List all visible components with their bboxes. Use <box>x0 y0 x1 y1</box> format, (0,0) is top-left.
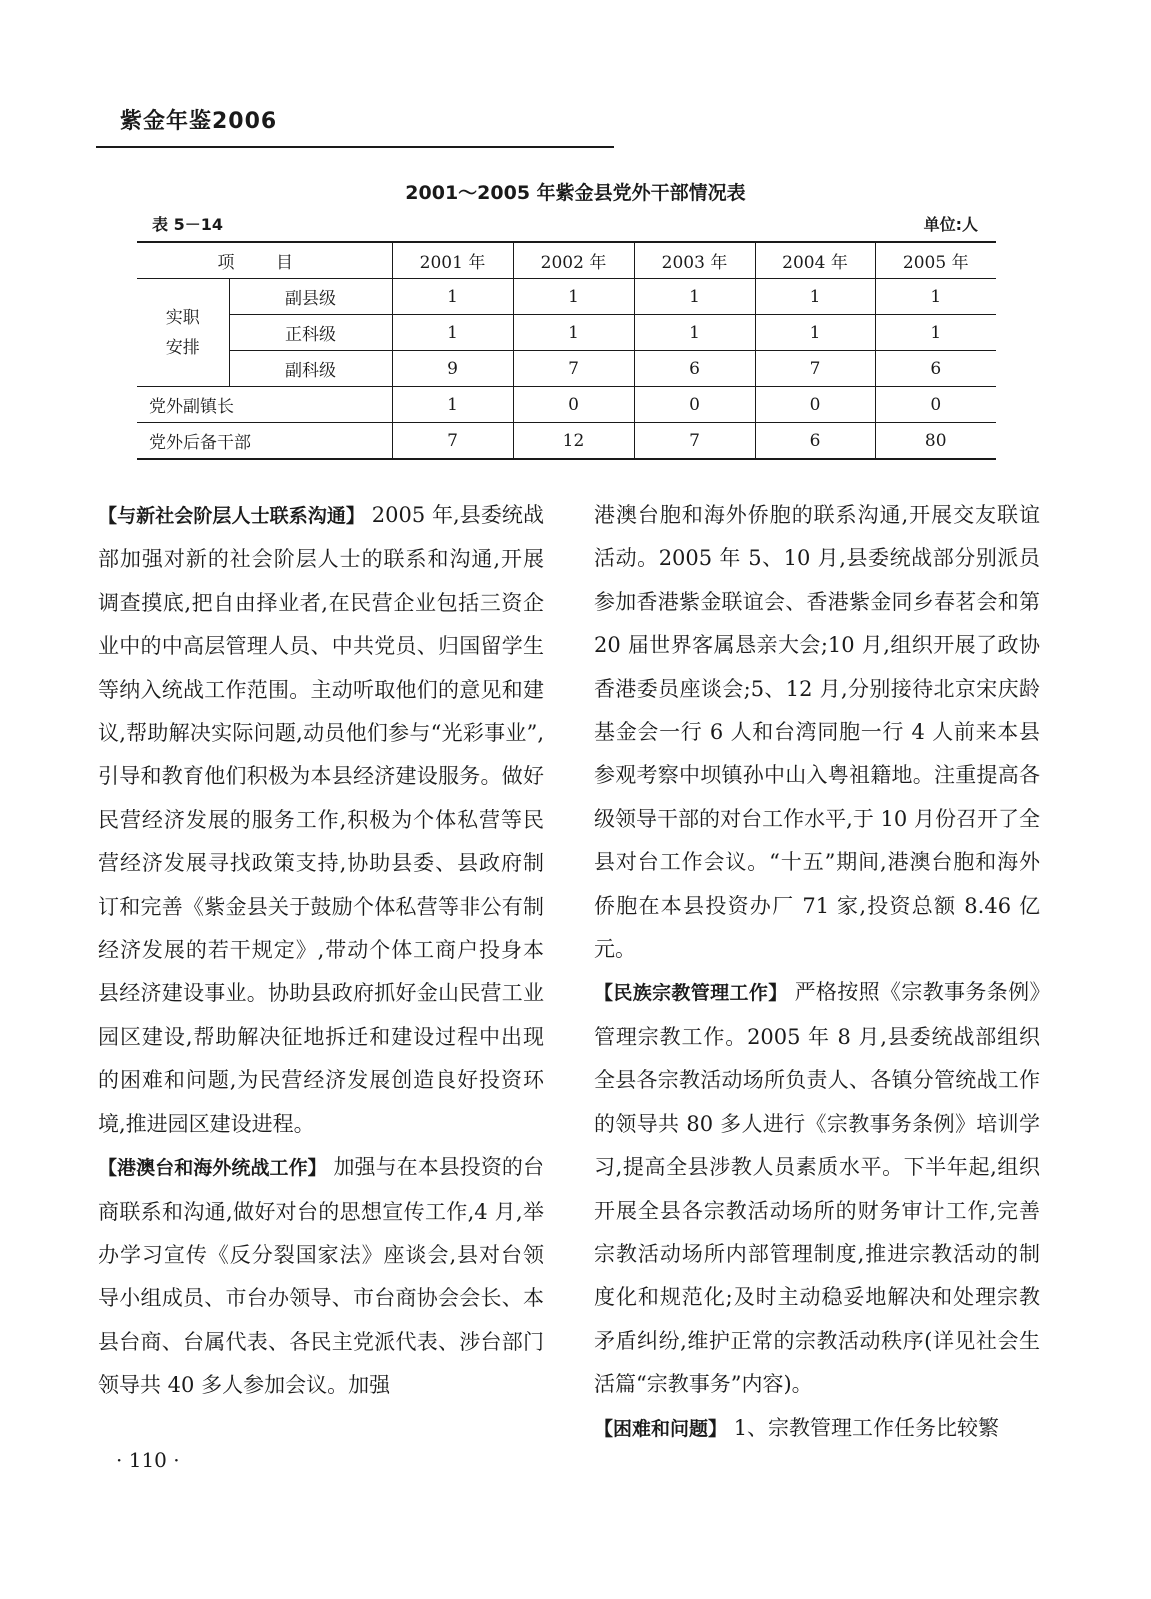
table-cell: 9 <box>392 351 513 387</box>
group-label-line: 安排 <box>165 337 200 358</box>
table-cell: 1 <box>634 315 755 351</box>
header-year: 2004 年 <box>755 242 875 279</box>
page-number: · 110 · <box>116 1448 180 1472</box>
table-cell: 1 <box>513 279 634 315</box>
row-label: 党外副镇长 <box>137 387 392 423</box>
table-cell: 7 <box>392 423 513 460</box>
section-heading: 【与新社会阶层人士联系沟通】 <box>98 505 366 527</box>
table-cell: 0 <box>634 387 755 423</box>
section-body: 加强与在本县投资的台商联系和沟通,做好对台的思想宣传工作,4 月,举办学习宣传《反分裂国家法》座谈会,县对台领导小组成员、市台办领导、市台商协会会长、本县台商、台属代表、各民主党派代表、涉台部门领导共 40 多人参加会议。加强 <box>98 1155 544 1398</box>
section-heading: 【港澳台和海外统战工作】 <box>98 1157 327 1180</box>
paragraph <box>98 494 544 1146</box>
paragraph <box>594 971 1040 1406</box>
running-head: 紫金年鉴2006 <box>120 109 278 134</box>
table-cell: 1 <box>392 387 513 423</box>
table-cell: 1 <box>392 315 513 351</box>
table-row <box>137 279 996 315</box>
paragraph <box>594 1407 1040 1451</box>
group-label <box>137 279 229 387</box>
header-year: 2001 年 <box>392 242 513 279</box>
table-row <box>137 351 996 387</box>
right-column <box>594 494 1040 1451</box>
table-cell: 1 <box>755 315 875 351</box>
table-cell: 6 <box>755 423 875 460</box>
header-rule <box>96 146 614 148</box>
row-label: 党外后备干部 <box>137 423 392 460</box>
header-year: 2005 年 <box>875 242 996 279</box>
table-cell: 6 <box>634 351 755 387</box>
section-body: 港澳台胞和海外侨胞的联系沟通,开展交友联谊活动。2005 年 5、10 月,县委统战部分别派员参加香港紫金联谊会、香港紫金同乡春茗会和第 20 届世界客属恳亲大会;10 月,组织开展了政协香港委员座谈会;5、12 月,分别接待北京宋庆龄基金会一行 6 人和台湾同胞一行 4 人前来本县参观考察中坝镇孙中山入粤祖籍地。注重提高各级领导干部的对台工作水平,于 10 月份召开了全县对台工作会议。“十五”期间,港澳台胞和海外侨胞在本县投资办厂 71 家,投资总额 8.46 亿元。 <box>594 503 1040 962</box>
table-cell: 1 <box>513 315 634 351</box>
table-cell: 1 <box>875 279 996 315</box>
table-cell: 12 <box>513 423 634 460</box>
table-header-row <box>137 242 996 279</box>
table-cell: 0 <box>875 387 996 423</box>
row-label: 副科级 <box>229 351 392 387</box>
header-item: 项 目 <box>137 242 392 279</box>
table-number: 表 5－14 <box>152 215 223 234</box>
table-cell: 7 <box>755 351 875 387</box>
section-body: 1、宗教管理工作任务比较繁 <box>727 1415 1000 1440</box>
table-row <box>137 423 996 460</box>
header-year: 2002 年 <box>513 242 634 279</box>
section-heading: 【民族宗教管理工作】 <box>594 982 788 1005</box>
section-heading: 【困难和问题】 <box>594 1417 728 1440</box>
section-body: 严格按照《宗教事务条例》管理宗教工作。2005 年 8 月,县委统战部组织全县各宗教活动场所负责人、各镇分管统战工作的领导共 80 多人进行《宗教事务条例》培训学习,提高全县涉教人员素质水平。下半年起,组织开展全县各宗教活动场所的财务审计工作,完善宗教活动场所内部管理制度,推进宗教活动的制度化和规范化;及时主动稳妥地解决和处理宗教矛盾纠纷,维护正常的宗教活动秩序(详见社会生活篇“宗教事务”内容)。 <box>594 980 1040 1397</box>
table-cell: 1 <box>875 315 996 351</box>
table-cell: 0 <box>513 387 634 423</box>
table-cell: 0 <box>755 387 875 423</box>
paragraph <box>594 494 1040 971</box>
table-cell: 6 <box>875 351 996 387</box>
table-unit: 单位:人 <box>923 215 978 234</box>
paragraph <box>98 1146 544 1407</box>
left-column <box>98 494 544 1408</box>
group-label-line: 实职 <box>165 307 200 328</box>
table-cell: 7 <box>634 423 755 460</box>
header-year: 2003 年 <box>634 242 755 279</box>
row-label: 副县级 <box>229 279 392 315</box>
table-cell: 1 <box>755 279 875 315</box>
table-cell: 1 <box>634 279 755 315</box>
table-cell: 7 <box>513 351 634 387</box>
table-title: 2001～2005 年紫金县党外干部情况表 <box>405 182 746 204</box>
table-row <box>137 387 996 423</box>
table-row <box>137 315 996 351</box>
table-cell: 80 <box>875 423 996 460</box>
table-cell: 1 <box>392 279 513 315</box>
section-body: 2005 年,县委统战部加强对新的社会阶层人士的联系和沟通,开展调查摸底,把自由择业者,在民营企业包括三资企业中的中高层管理人员、中共党员、归国留学生等纳入统战工作范围。主动听取他们的意见和建议,帮助解决实际问题,动员他们参与“光彩事业”,引导和教育他们积极为本县经济建设服务。做好民营经济发展的服务工作,积极为个体私营等民营经济发展寻找政策支持,协助县委、县政府制订和完善《紫金县关于鼓励个体私营等非公有制经济发展的若干规定》,带动个体工商户投身本县经济建设事业。协助县政府抓好金山民营工业园区建设,帮助解决征地拆迁和建设过程中出现的困难和问题,为民营经济发展创造良好投资环境,推进园区建设进程。 <box>98 503 544 1136</box>
cadre-table <box>137 241 996 460</box>
row-label: 正科级 <box>229 315 392 351</box>
